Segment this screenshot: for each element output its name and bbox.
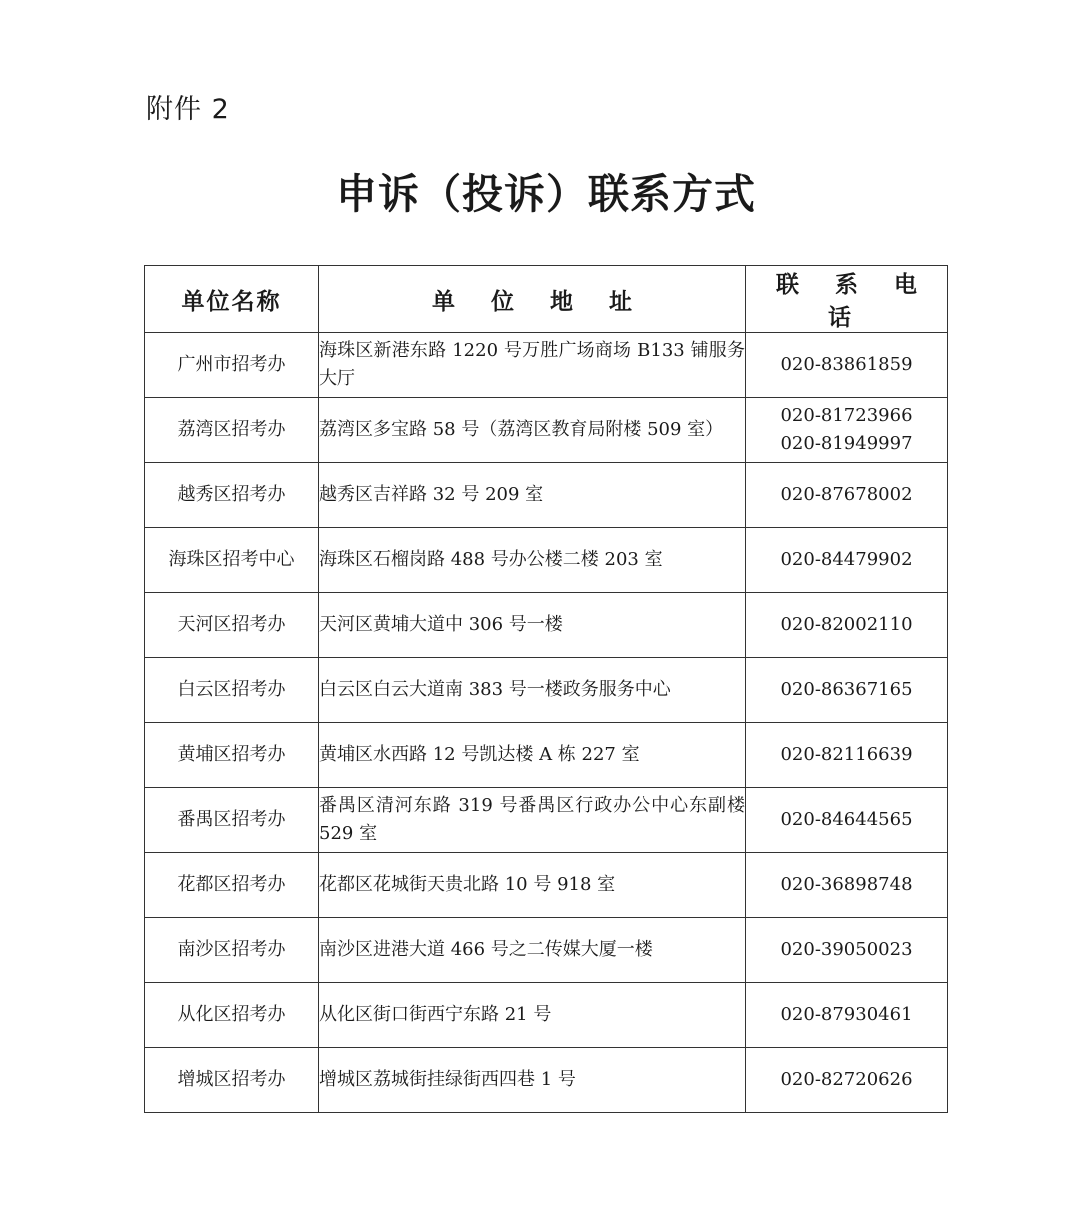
header-unit-address: 单 位 地 址 xyxy=(319,266,746,333)
unit-name-cell: 海珠区招考中心 xyxy=(145,528,319,593)
unit-address-cell: 越秀区吉祥路 32 号 209 室 xyxy=(319,463,746,528)
contact-phone-cell xyxy=(746,723,948,788)
contact-phone-cell xyxy=(746,398,948,463)
table-row xyxy=(145,658,948,723)
header-contact-phone: 联 系 电 话 xyxy=(746,266,948,333)
unit-address-cell: 增城区荔城街挂绿街西四巷 1 号 xyxy=(319,1048,746,1113)
phone-number: 020-36898748 xyxy=(780,874,913,895)
phone-number: 020-83861859 xyxy=(780,354,913,375)
unit-address-cell: 番禺区清河东路 319 号番禺区行政办公中心东副楼 529 室 xyxy=(319,788,746,853)
unit-name-cell: 花都区招考办 xyxy=(145,853,319,918)
unit-address-cell: 荔湾区多宝路 58 号（荔湾区教育局附楼 509 室） xyxy=(319,398,746,463)
contact-phone-cell xyxy=(746,1048,948,1113)
table-row xyxy=(145,333,948,398)
unit-address-cell: 白云区白云大道南 383 号一楼政务服务中心 xyxy=(319,658,746,723)
table-row xyxy=(145,1048,948,1113)
page-title: 申诉（投诉）联系方式 xyxy=(336,170,756,218)
contact-phone-cell xyxy=(746,983,948,1048)
unit-name-cell: 天河区招考办 xyxy=(145,593,319,658)
contact-phone-cell xyxy=(746,658,948,723)
unit-name-cell: 增城区招考办 xyxy=(145,1048,319,1113)
phone-number: 020-87678002 xyxy=(780,484,913,505)
table-body xyxy=(145,333,948,1113)
table-row xyxy=(145,528,948,593)
table-row xyxy=(145,788,948,853)
phone-number: 020-84479902 xyxy=(780,549,913,570)
header-unit-name: 单位名称 xyxy=(145,266,319,333)
attachment-label: 附件 2 xyxy=(146,94,230,125)
phone-number: 020-84644565 xyxy=(780,809,913,830)
phone-number: 020-82720626 xyxy=(780,1069,913,1090)
unit-name-cell: 南沙区招考办 xyxy=(145,918,319,983)
phone-number: 020-39050023 xyxy=(780,939,913,960)
unit-name-cell: 白云区招考办 xyxy=(145,658,319,723)
unit-address-cell: 南沙区进港大道 466 号之二传媒大厦一楼 xyxy=(319,918,746,983)
table-row xyxy=(145,463,948,528)
unit-name-cell: 广州市招考办 xyxy=(145,333,319,398)
phone-number: 020-81723966 xyxy=(780,405,913,426)
table-row xyxy=(145,983,948,1048)
unit-name-cell: 番禺区招考办 xyxy=(145,788,319,853)
phone-number: 020-86367165 xyxy=(780,679,913,700)
table-row xyxy=(145,918,948,983)
phone-number: 020-82116639 xyxy=(780,744,913,765)
contact-phone-cell xyxy=(746,918,948,983)
unit-name-cell: 荔湾区招考办 xyxy=(145,398,319,463)
table-row xyxy=(145,723,948,788)
unit-name-cell: 越秀区招考办 xyxy=(145,463,319,528)
contact-phone-cell xyxy=(746,528,948,593)
table-row xyxy=(145,398,948,463)
contact-phone-cell xyxy=(746,333,948,398)
phone-number: 020-87930461 xyxy=(780,1004,913,1025)
unit-address-cell: 从化区街口街西宁东路 21 号 xyxy=(319,983,746,1048)
unit-name-cell: 从化区招考办 xyxy=(145,983,319,1048)
contact-table xyxy=(144,265,948,1113)
phone-number: 020-81949997 xyxy=(780,433,913,454)
unit-address-cell: 海珠区新港东路 1220 号万胜广场商场 B133 铺服务大厅 xyxy=(319,333,746,398)
contact-phone-cell xyxy=(746,593,948,658)
contact-phone-cell xyxy=(746,853,948,918)
contact-phone-cell xyxy=(746,788,948,853)
unit-address-cell: 海珠区石榴岗路 488 号办公楼二楼 203 室 xyxy=(319,528,746,593)
unit-address-cell: 黄埔区水西路 12 号凯达楼 A 栋 227 室 xyxy=(319,723,746,788)
unit-address-cell: 天河区黄埔大道中 306 号一楼 xyxy=(319,593,746,658)
table-row xyxy=(145,593,948,658)
phone-number: 020-82002110 xyxy=(780,614,913,635)
unit-name-cell: 黄埔区招考办 xyxy=(145,723,319,788)
unit-address-cell: 花都区花城街天贵北路 10 号 918 室 xyxy=(319,853,746,918)
table-header-row xyxy=(145,266,948,333)
contact-phone-cell xyxy=(746,463,948,528)
table-row xyxy=(145,853,948,918)
